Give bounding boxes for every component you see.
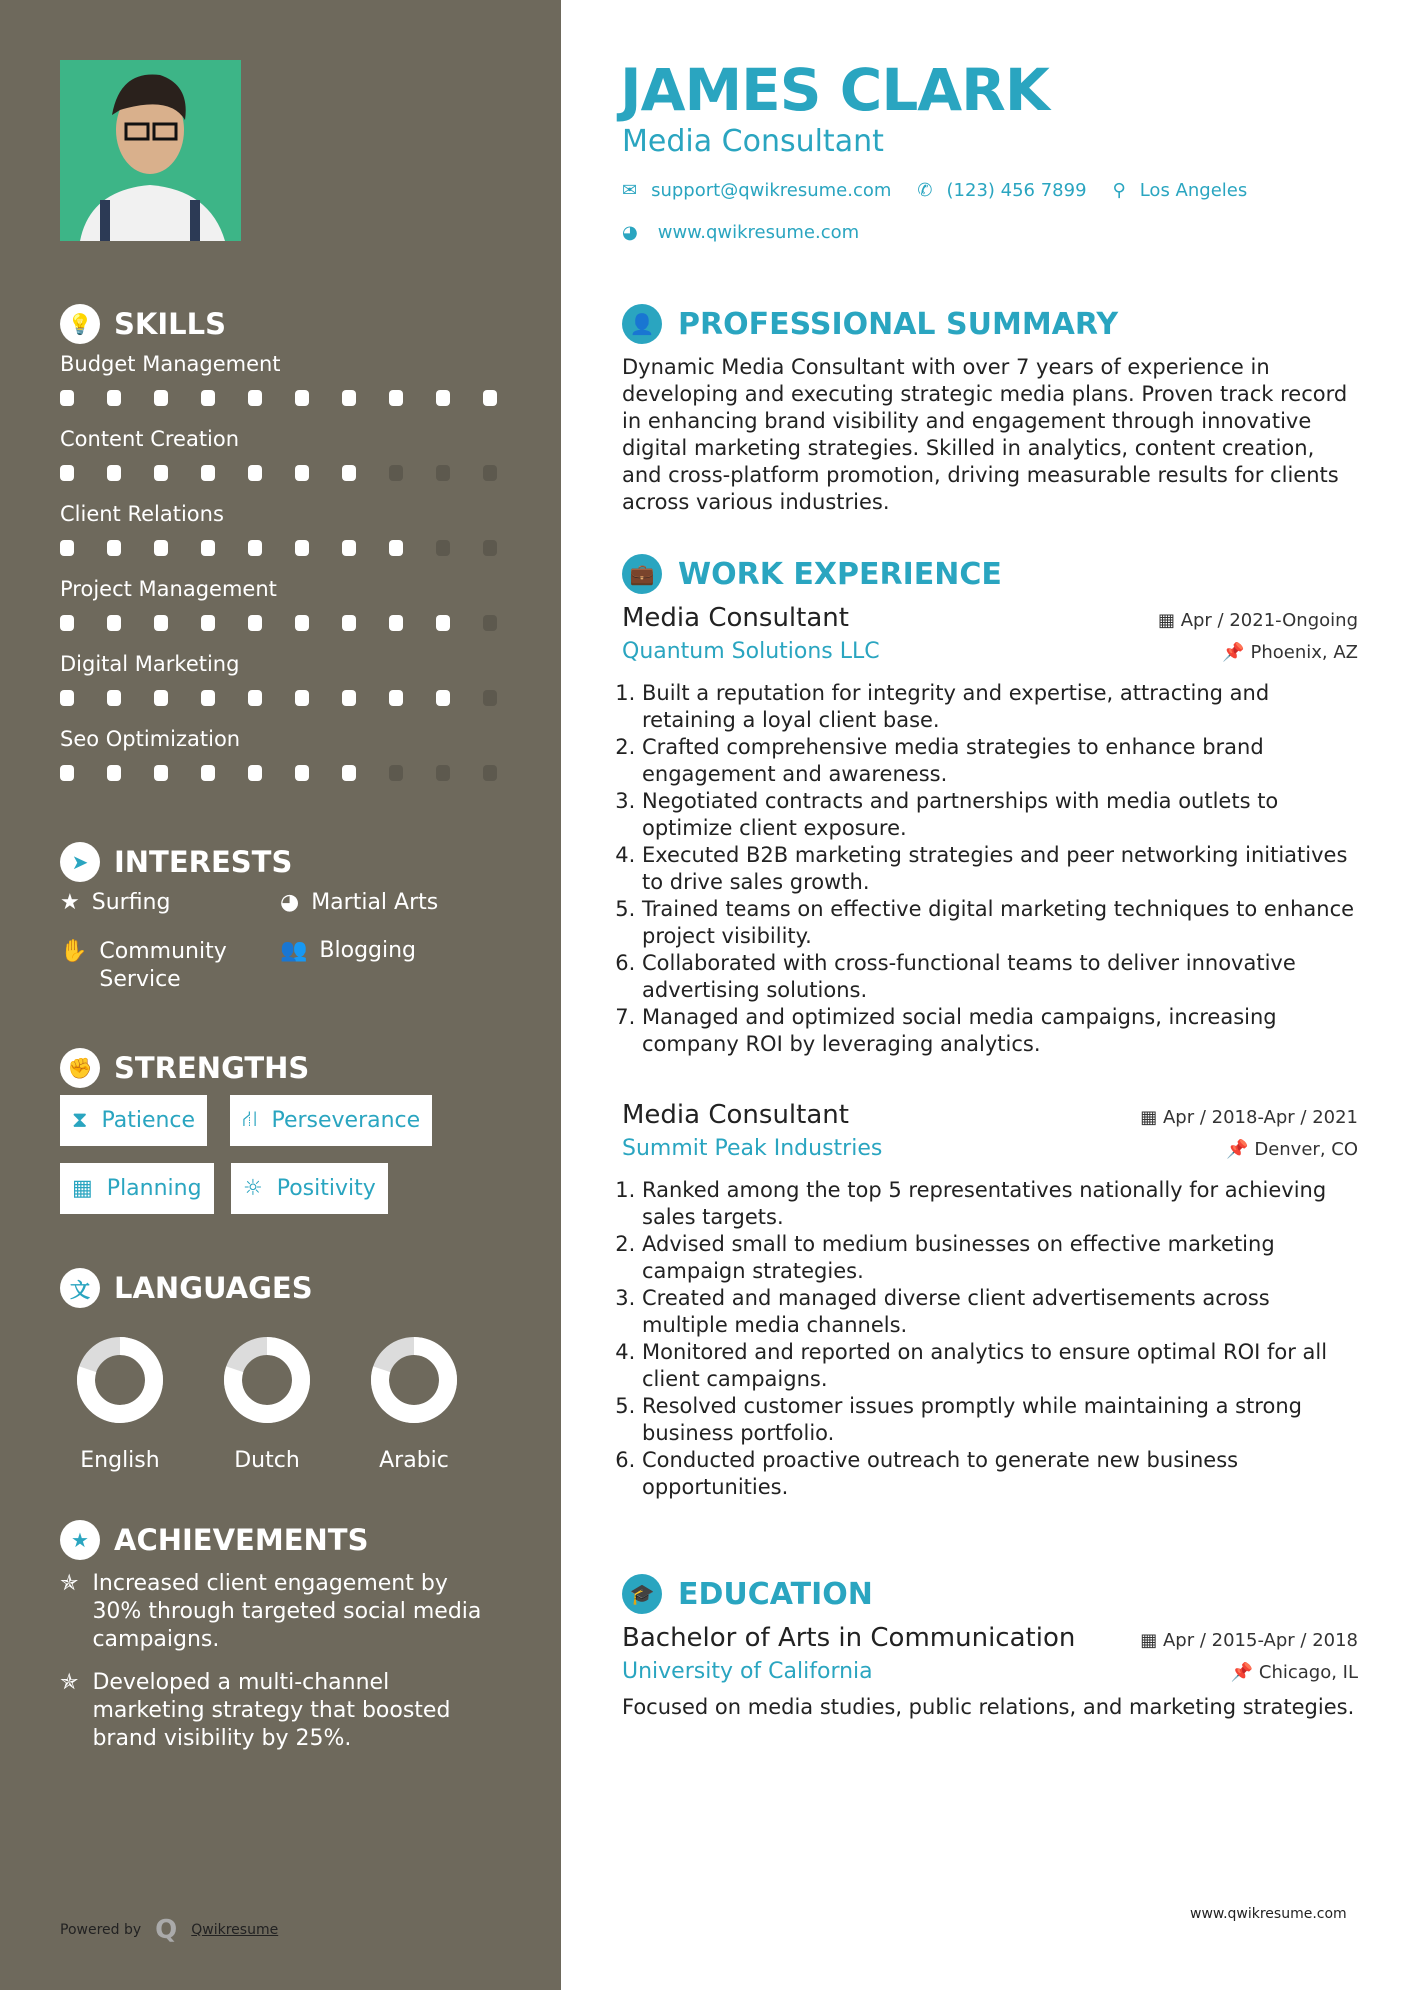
contact-row: [622, 180, 1247, 201]
language-item: [65, 1330, 175, 1473]
qwikresume-link[interactable]: Qwikresume: [191, 1922, 279, 1938]
strength-label: Perseverance: [271, 1108, 421, 1133]
skill-dot: [201, 615, 215, 631]
languages-list: [65, 1330, 469, 1473]
company-name: Summit Peak Industries: [622, 1136, 883, 1161]
map-pin-icon: ⚲: [1112, 180, 1126, 201]
education-entry: [622, 1623, 1358, 1721]
skill-dot: [483, 615, 497, 631]
skill-rating: [60, 465, 497, 481]
skill-dot: [389, 765, 403, 781]
strengths-heading: [60, 1048, 309, 1088]
achievement-item: [60, 1669, 500, 1753]
qwikresume-logo-icon: Q: [155, 1915, 178, 1945]
summary-heading: [622, 304, 1118, 344]
graduation-cap-icon: 🎓: [622, 1574, 662, 1614]
lightbulb-icon: 💡: [60, 304, 100, 344]
skill-dot: [389, 540, 403, 556]
strength-tag: [60, 1095, 207, 1146]
skill-dot: [154, 390, 168, 406]
job-bullet: 1. Built a reputation for integrity and expertise, attracting and retaining a loyal client base.: [642, 680, 1358, 734]
skill-dot: [248, 690, 262, 706]
calendar-icon: ▦: [1157, 610, 1181, 631]
job-responsibilities: [622, 1177, 1358, 1501]
language-icon: 文: [60, 1268, 100, 1308]
interest-item: [280, 938, 416, 963]
date-text: Apr / 2015-Apr / 2018: [1162, 1630, 1358, 1651]
languages-heading: [60, 1268, 313, 1308]
skill-dot: [248, 765, 262, 781]
skill-rating: [60, 390, 497, 406]
language-donut: [359, 1330, 469, 1430]
skill-dot: [248, 615, 262, 631]
skill-dot: [436, 465, 450, 481]
language-name: Arabic: [379, 1448, 449, 1473]
skill-item: [60, 502, 497, 556]
location-text: Denver, CO: [1254, 1139, 1358, 1160]
skill-dot: [60, 390, 74, 406]
achievement-text: Increased client engagement by 30% through targeted social media campaigns.: [92, 1571, 482, 1652]
skill-dot: [201, 765, 215, 781]
skill-dot: [201, 690, 215, 706]
skill-item: [60, 427, 497, 481]
skills-title: SKILLS: [114, 307, 226, 341]
skill-dot: [389, 690, 403, 706]
phone-text: (123) 456 7899: [946, 180, 1087, 201]
school: University of California: [622, 1659, 873, 1684]
job-bullet: 2. Crafted comprehensive media strategies to enhance brand engagement and awareness.: [642, 734, 1358, 788]
fist-icon: ✊: [60, 1048, 100, 1088]
skill-dot: [60, 540, 74, 556]
job-bullet: 3. Negotiated contracts and partnerships with media outlets to optimize client exposure.: [642, 788, 1358, 842]
skill-dot: [295, 390, 309, 406]
star-icon: ★: [60, 890, 80, 915]
location-text: Los Angeles: [1139, 180, 1248, 201]
work-heading: [622, 554, 1002, 594]
achievement-text: Developed a multi-channel marketing strategy that boosted brand visibility by 25%.: [92, 1670, 451, 1751]
hand-icon: ✋: [60, 939, 88, 964]
pin-icon: 📌: [1226, 1139, 1255, 1160]
interest-item: [280, 890, 438, 915]
skill-dot: [107, 390, 121, 406]
skill-rating: [60, 615, 497, 631]
paper-plane-icon: ➤: [60, 842, 100, 882]
job-bullet: 4. Executed B2B marketing strategies and peer networking initiatives to drive sales growth.: [642, 842, 1358, 896]
job-bullet: 1. Ranked among the top 5 representatives nationally for achieving sales targets.: [642, 1177, 1358, 1231]
interest-label: Martial Arts: [311, 890, 439, 915]
envelope-icon: ✉: [622, 180, 638, 201]
skill-dot: [60, 615, 74, 631]
education-heading: [622, 1574, 873, 1614]
strength-label: Planning: [106, 1176, 202, 1201]
skill-item: [60, 352, 497, 406]
skill-dot: [483, 390, 497, 406]
trophy-icon: ★: [60, 1520, 100, 1560]
job-bullet: 6. Conducted proactive outreach to generate new business opportunities.: [642, 1447, 1358, 1501]
interest-item: [60, 890, 170, 915]
achievements-title: ACHIEVEMENTS: [114, 1523, 369, 1557]
language-name: Dutch: [234, 1448, 300, 1473]
interest-item: [60, 938, 260, 994]
globe-icon: ◕: [280, 890, 300, 915]
skill-dot: [436, 540, 450, 556]
calendar-icon: ▦: [1140, 1630, 1163, 1651]
job-title: Media Consultant: [622, 1100, 849, 1130]
job-responsibilities: [622, 680, 1358, 1058]
education-title: EDUCATION: [678, 1576, 873, 1612]
interests-heading: [60, 842, 292, 882]
skill-name: Digital Marketing: [60, 652, 240, 676]
skill-dot: [60, 690, 74, 706]
job-entry: [622, 1100, 1358, 1501]
skill-name: Project Management: [60, 577, 277, 601]
work-title: WORK EXPERIENCE: [678, 556, 1002, 592]
skill-dot: [201, 465, 215, 481]
stars-icon: ✯: [60, 1571, 79, 1596]
job-bullet: 4. Monitored and reported on analytics to ensure optimal ROI for all client campaigns.: [642, 1339, 1358, 1393]
powered-by-label: Powered by: [60, 1922, 142, 1938]
skills-heading: [60, 304, 226, 344]
job-bullet: 5. Resolved customer issues promptly while maintaining a strong business portfolio.: [642, 1393, 1358, 1447]
skill-dot: [389, 615, 403, 631]
sidebar: [0, 0, 561, 1990]
company-name: Quantum Solutions LLC: [622, 639, 880, 664]
hourglass-icon: ⧗: [72, 1108, 88, 1133]
achievements-heading: [60, 1520, 368, 1560]
job-bullet: 2. Advised small to medium businesses on effective marketing campaign strategies.: [642, 1231, 1358, 1285]
skill-dot: [436, 765, 450, 781]
skill-item: [60, 577, 497, 631]
user-icon: 👤: [622, 304, 662, 344]
phone-icon: ✆: [917, 180, 933, 201]
job-date: [1158, 610, 1358, 631]
stars-icon: ✯: [60, 1670, 79, 1695]
education-date: [1140, 1630, 1358, 1651]
skill-dot: [154, 615, 168, 631]
road-icon: ⛙: [242, 1106, 258, 1132]
skill-item: [60, 727, 497, 781]
skill-dot: [60, 465, 74, 481]
email-link[interactable]: support@qwikresume.com: [651, 180, 892, 201]
website-link[interactable]: www.qwikresume.com: [657, 222, 860, 243]
skill-dot: [295, 540, 309, 556]
sun-icon: ☼: [243, 1176, 263, 1201]
degree: Bachelor of Arts in Communication: [622, 1623, 1076, 1653]
strengths-title: STRENGTHS: [114, 1051, 310, 1085]
skill-dot: [483, 690, 497, 706]
skill-dot: [342, 765, 356, 781]
skill-dot: [342, 465, 356, 481]
pin-icon: 📌: [1222, 642, 1251, 663]
skill-dot: [295, 765, 309, 781]
skill-dot: [342, 690, 356, 706]
candidate-name: JAMES CLARK: [620, 56, 1049, 124]
skill-dot: [295, 690, 309, 706]
strength-tag: [60, 1163, 214, 1214]
skill-dot: [436, 690, 450, 706]
skill-dot: [436, 390, 450, 406]
job-date: [1140, 1107, 1358, 1128]
strength-label: Patience: [101, 1108, 196, 1133]
skill-dot: [60, 765, 74, 781]
skill-dot: [342, 615, 356, 631]
date-text: Apr / 2018-Apr / 2021: [1162, 1107, 1358, 1128]
education-description: Focused on media studies, public relations, and marketing strategies.: [622, 1695, 1355, 1719]
date-text: Apr / 2021-Ongoing: [1180, 610, 1358, 631]
strength-tag: [230, 1095, 432, 1146]
language-donut: [65, 1330, 175, 1430]
skill-rating: [60, 690, 497, 706]
job-bullet: 5. Trained teams on effective digital marketing techniques to enhance project visibility.: [642, 896, 1358, 950]
job-location: [1222, 642, 1358, 663]
job-bullet: 7. Managed and optimized social media campaigns, increasing company ROI by leveraging analytics.: [642, 1004, 1358, 1058]
skill-dot: [107, 540, 121, 556]
strength-tag: [231, 1163, 388, 1214]
skill-dot: [295, 465, 309, 481]
skill-rating: [60, 540, 497, 556]
skill-dot: [483, 540, 497, 556]
profile-photo: [60, 60, 241, 241]
skill-dot: [483, 465, 497, 481]
pin-icon: 📌: [1230, 1662, 1259, 1683]
language-donut: [212, 1330, 322, 1430]
skill-dot: [107, 615, 121, 631]
footer-website: www.qwikresume.com: [1190, 1906, 1347, 1922]
skill-dot: [436, 615, 450, 631]
candidate-title: Media Consultant: [622, 124, 884, 159]
interests-title: INTERESTS: [114, 845, 293, 879]
skill-dot: [107, 765, 121, 781]
calendar-icon: ▦: [72, 1176, 93, 1201]
website-row: [622, 222, 859, 243]
briefcase-icon: 💼: [622, 554, 662, 594]
strength-label: Positivity: [276, 1176, 376, 1201]
languages-title: LANGUAGES: [114, 1271, 313, 1305]
job-entry: [622, 603, 1358, 1058]
skill-name: Seo Optimization: [60, 727, 241, 751]
skill-dot: [342, 540, 356, 556]
skill-rating: [60, 765, 497, 781]
education-location: [1231, 1662, 1358, 1683]
location-text: Phoenix, AZ: [1250, 642, 1358, 663]
skill-dot: [248, 465, 262, 481]
interest-label: Surfing: [91, 890, 171, 915]
job-bullet: 6. Collaborated with cross-functional teams to deliver innovative advertising solutions.: [642, 950, 1358, 1004]
skill-dot: [154, 540, 168, 556]
skill-dot: [483, 765, 497, 781]
language-item: [212, 1330, 322, 1473]
summary-title: PROFESSIONAL SUMMARY: [678, 306, 1119, 342]
job-location: [1226, 1139, 1358, 1160]
skill-dot: [248, 390, 262, 406]
job-title: Media Consultant: [622, 603, 849, 633]
skill-dot: [389, 390, 403, 406]
achievement-item: [60, 1570, 500, 1654]
skill-dot: [342, 390, 356, 406]
skills-list: [60, 352, 497, 802]
skill-dot: [154, 690, 168, 706]
skill-name: Content Creation: [60, 427, 240, 451]
skill-dot: [107, 690, 121, 706]
skill-dot: [201, 540, 215, 556]
language-item: [359, 1330, 469, 1473]
job-bullet: 3. Created and managed diverse client advertisements across multiple media channels.: [642, 1285, 1358, 1339]
calendar-icon: ▦: [1140, 1107, 1163, 1128]
skill-dot: [201, 390, 215, 406]
globe-icon: ◕: [622, 222, 638, 243]
skill-dot: [248, 540, 262, 556]
language-name: English: [80, 1448, 160, 1473]
interest-label: Community Service: [99, 939, 227, 992]
skill-dot: [295, 615, 309, 631]
skill-dot: [154, 465, 168, 481]
location-text: Chicago, IL: [1258, 1662, 1358, 1683]
skill-dot: [154, 765, 168, 781]
users-icon: 👥: [280, 938, 308, 963]
summary-text: Dynamic Media Consultant with over 7 years of experience in developing and executing strategic media plans. Proven track record in enhancing brand visibility and engagement through innovative digital marketing strategies. Skilled in analytics, content creation, and cross-platform promotion, driving measurable results for clients across various industries.: [622, 355, 1348, 514]
interest-label: Blogging: [319, 938, 417, 963]
skill-item: [60, 652, 497, 706]
skill-name: Budget Management: [60, 352, 281, 376]
skill-dot: [389, 465, 403, 481]
powered-by: [60, 1915, 278, 1945]
skill-dot: [107, 465, 121, 481]
skill-name: Client Relations: [60, 502, 224, 526]
